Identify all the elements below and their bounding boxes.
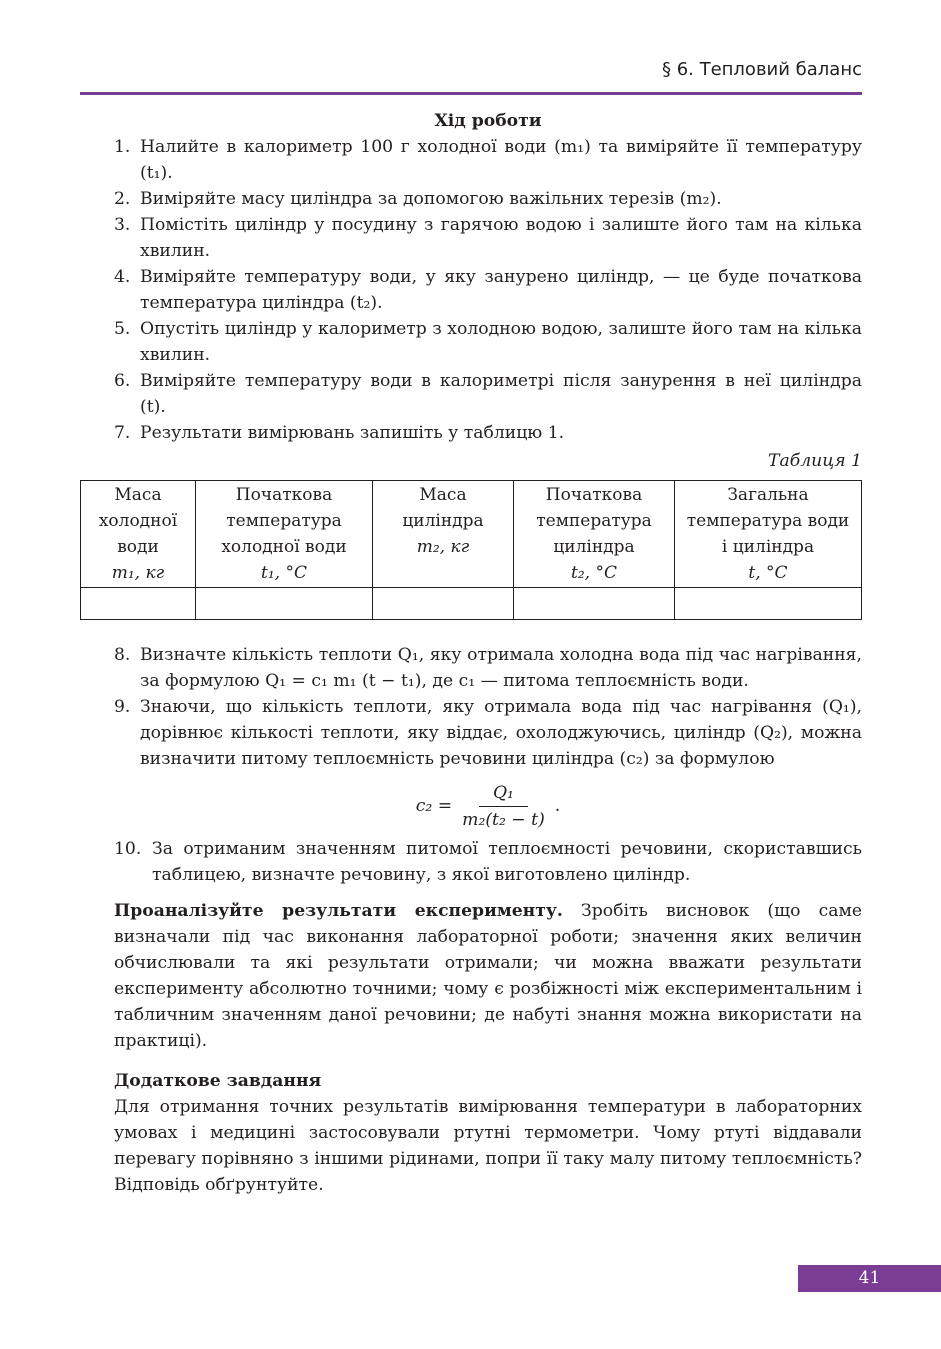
header-line: циліндра [402, 511, 484, 531]
table-cell [373, 588, 514, 620]
list-item [114, 212, 862, 264]
analysis-lead: Проаналізуйте результати експерименту. [114, 901, 563, 921]
step-text: Виміряйте температуру води, у яку занурено циліндр, — це буде початкова температура циліндра (t₂). [140, 267, 862, 313]
table-header-row [81, 481, 862, 588]
table-cell [196, 588, 373, 620]
header-line: температура [226, 511, 342, 531]
header-line: температура води [686, 511, 850, 531]
list-item [114, 836, 862, 888]
step-number: 8. [114, 645, 131, 665]
step-text: Результати вимірювань запишіть у таблицю 1. [140, 423, 565, 443]
list-item [114, 694, 862, 772]
step-number: 6. [114, 371, 131, 391]
table-row [81, 588, 862, 620]
header-line: холодної води [221, 537, 347, 557]
step-number: 9. [114, 697, 131, 717]
header-rule [80, 92, 862, 95]
step-text: Опустіть циліндр у калориметр з холодною водою, залиште його там на кілька хвилин. [140, 319, 862, 365]
list-item [114, 316, 862, 368]
header-line: температура [536, 511, 652, 531]
table-cell [514, 588, 675, 620]
section-header: § 6. Тепловий баланс [661, 59, 862, 80]
procedure-title: Хід роботи [434, 111, 542, 131]
header-line: Маса [114, 485, 162, 505]
formula-numerator: Q₁ [479, 780, 528, 807]
analysis-text: Зробіть висновок (що саме визначали під час виконання лабораторної роботи; значення яких величин обчислювали та які результати отримали; чи можна вважати результати експерименту абсолютно точними; чому є розбіжності між експериментальним і табличним значенням даної речовини; де набуті знання можна використати на практиці). [114, 901, 862, 1051]
header-line: і циліндра [721, 537, 815, 557]
formula [114, 780, 862, 832]
step-text: Знаючи, що кількість теплоти, яку отримала вода під час нагрівання (Q₁), дорівнює кількості теплоти, яку віддає, охолоджуючись, циліндр (Q₂), можна визначити питому теплоємність речовини циліндра (c₂) за формулою [140, 697, 862, 769]
header-line: t, °С [748, 563, 788, 583]
step-number: 3. [114, 215, 131, 235]
step-text: Виміряйте масу циліндра за допомогою важільних терезів (m₂). [140, 189, 722, 209]
additional-task-text: Для отримання точних результатів вимірювання температури в лабораторних умовах і медицині застосовували ртутні термометри. Чому ртуті віддавали перевагу порівняно з іншими рідинами, попри її таку малу питому теплоємність? Відповідь обґрунтуйте. [114, 1097, 862, 1195]
procedure-step-10 [114, 836, 862, 888]
formula-lhs: c₂ = [415, 796, 453, 816]
header-line: циліндра [553, 537, 635, 557]
results-table [80, 480, 862, 620]
list-item [114, 420, 862, 446]
analysis-paragraph [114, 898, 862, 1054]
step-number: 10. [114, 839, 142, 859]
list-item [114, 186, 862, 212]
spacer [114, 620, 862, 642]
page-number: 41 [798, 1265, 941, 1292]
column-header [196, 481, 373, 588]
step-text: Помістіть циліндр у посудину з гарячою водою і залиште його там на кілька хвилин. [140, 215, 862, 261]
header-line: Початкова [545, 485, 643, 505]
header-line: Маса [419, 485, 467, 505]
step-text: Налийте в калориметр 100 г холодної води (m₁) та виміряйте її температуру (t₁). [140, 137, 862, 183]
header-line: t₁, °С [261, 563, 307, 583]
column-header [675, 481, 862, 588]
step-text: За отриманим значенням питомої теплоємності речовини, скориставшись таблицею, визначте речовину, з якої виготовлено циліндр. [152, 839, 862, 885]
formula-end: . [554, 796, 561, 816]
step-number: 7. [114, 423, 131, 443]
header-line: t₂, °С [571, 563, 617, 583]
table-cell [81, 588, 196, 620]
step-number: 2. [114, 189, 131, 209]
step-number: 1. [114, 137, 131, 157]
header-line: холодної [98, 511, 178, 531]
step-text: Виміряйте температуру води в калориметрі після занурення в неї циліндра (t). [140, 371, 862, 417]
procedure-steps [114, 134, 862, 446]
column-header [81, 481, 196, 588]
header-line: Загальна [727, 485, 809, 505]
list-item [114, 368, 862, 420]
header-line: m₂, кг [416, 537, 470, 557]
table-caption: Таблиця 1 [768, 451, 862, 471]
step-text: Визначте кількість теплоти Q₁, яку отримала холодна вода під час нагрівання, за формулою Q₁ = c₁ m₁ (t − t₁), де c₁ — питома теплоємність води. [140, 645, 862, 691]
list-item [114, 134, 862, 186]
page-content [98, 108, 862, 1198]
step-number: 4. [114, 267, 131, 287]
column-header [514, 481, 675, 588]
list-item [114, 642, 862, 694]
header-line: m₁, кг [111, 563, 165, 583]
formula-denominator: m₂(t₂ − t) [462, 809, 545, 830]
list-item [114, 264, 862, 316]
step-number: 5. [114, 319, 131, 339]
table-cell [675, 588, 862, 620]
formula-fraction [456, 780, 551, 833]
additional-task-title: Додаткове завдання [114, 1071, 322, 1091]
header-line: води [117, 537, 159, 557]
column-header [373, 481, 514, 588]
procedure-steps-continued [114, 642, 862, 772]
header-line: Початкова [235, 485, 333, 505]
